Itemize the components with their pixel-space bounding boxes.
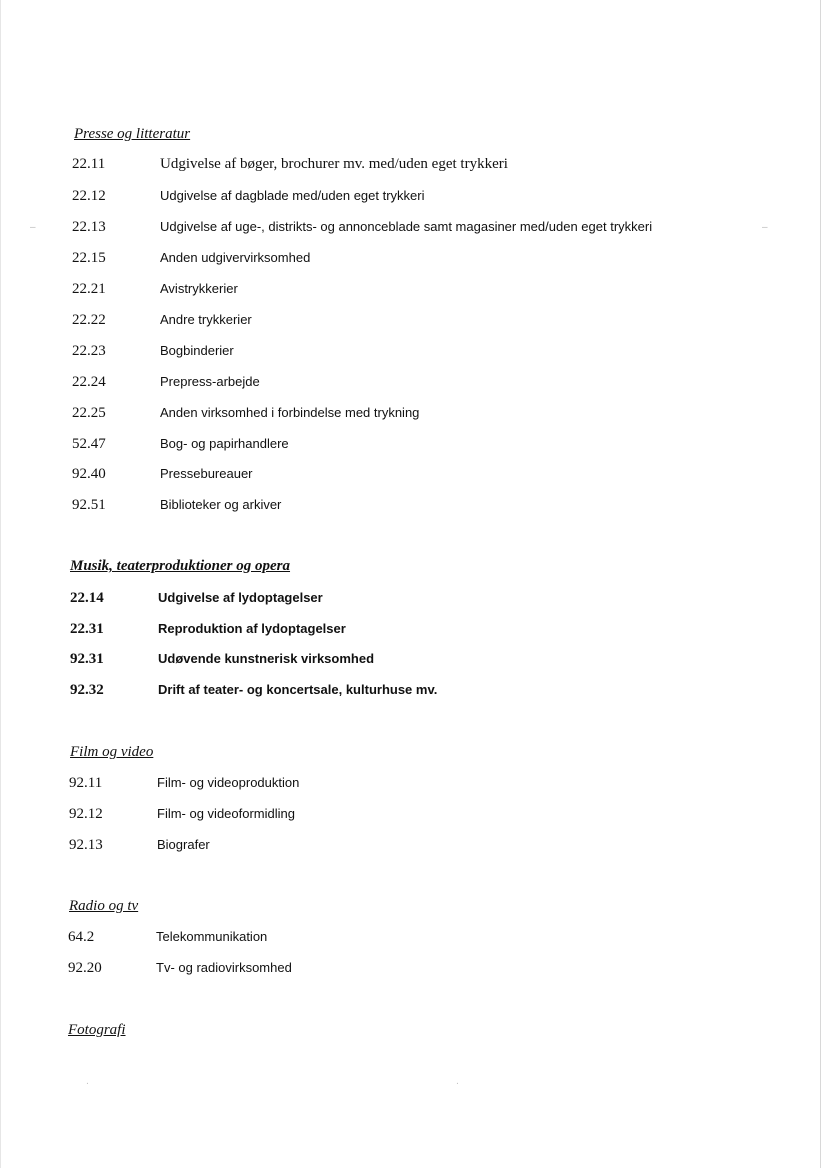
industry-description: Anden virksomhed i forbindelse med trykning bbox=[160, 405, 420, 420]
industry-code: 92.11 bbox=[69, 775, 103, 791]
industry-code: 22.21 bbox=[72, 281, 106, 297]
industry-description: Telekommunikation bbox=[156, 929, 268, 944]
industry-code: 92.12 bbox=[69, 806, 103, 822]
industry-code: 92.51 bbox=[72, 497, 106, 513]
industry-code: 22.14 bbox=[70, 590, 104, 606]
industry-description: Film- og videoproduktion bbox=[157, 775, 300, 790]
industry-code: 22.15 bbox=[72, 250, 106, 266]
industry-description: Prepress-arbejde bbox=[160, 374, 260, 389]
scan-speck: – bbox=[762, 222, 768, 233]
industry-code: 92.32 bbox=[70, 682, 104, 698]
industry-code: 22.13 bbox=[72, 219, 106, 235]
industry-code: 92.40 bbox=[72, 466, 106, 482]
industry-code: 22.24 bbox=[72, 374, 106, 390]
industry-code: 22.25 bbox=[72, 405, 106, 421]
industry-code: 22.11 bbox=[72, 156, 106, 172]
industry-code: 64.2 bbox=[68, 929, 95, 945]
page-edge-right bbox=[820, 0, 821, 1168]
industry-code: 92.20 bbox=[68, 960, 102, 976]
industry-description: Biblioteker og arkiver bbox=[160, 497, 282, 512]
page-edge-left bbox=[0, 0, 1, 1168]
scan-speck: ∙ bbox=[456, 1078, 459, 1089]
industry-code: 92.31 bbox=[70, 651, 104, 667]
section-title-presse: Presse og litteratur bbox=[74, 126, 191, 142]
industry-description: Avistrykkerier bbox=[160, 281, 238, 296]
industry-description: Udgivelse af uge-, distrikts- og annonceblade samt magasiner med/uden eget trykkeri bbox=[160, 219, 653, 234]
industry-code: 22.23 bbox=[72, 343, 106, 359]
industry-description: Reproduktion af lydoptagelser bbox=[158, 621, 346, 636]
industry-description: Udgivelse af bøger, brochurer mv. med/uden eget trykkeri bbox=[160, 156, 508, 172]
industry-description: Udøvende kunstnerisk virksomhed bbox=[158, 651, 375, 666]
industry-code: 22.31 bbox=[70, 621, 104, 637]
industry-description: Bogbinderier bbox=[160, 343, 234, 358]
scan-speck: – bbox=[30, 222, 36, 233]
industry-code: 22.22 bbox=[72, 312, 106, 328]
section-title-film: Film og video bbox=[70, 744, 154, 760]
industry-description: Biografer bbox=[157, 837, 210, 852]
scan-speck: ∙ bbox=[86, 1078, 89, 1089]
industry-code: 52.47 bbox=[72, 436, 106, 452]
industry-description: Udgivelse af dagblade med/uden eget trykkeri bbox=[160, 188, 425, 203]
industry-description: Pressebureauer bbox=[160, 466, 253, 481]
section-title-fotografi: Fotografi bbox=[68, 1022, 126, 1038]
industry-description: Drift af teater- og koncertsale, kulturhuse mv. bbox=[158, 682, 438, 697]
industry-description: Tv- og radiovirksomhed bbox=[156, 960, 292, 975]
industry-description: Andre trykkerier bbox=[160, 312, 252, 327]
industry-code: 22.12 bbox=[72, 188, 106, 204]
industry-description: Anden udgivervirksomhed bbox=[160, 250, 311, 265]
industry-code: 92.13 bbox=[69, 837, 103, 853]
industry-description: Bog- og papirhandlere bbox=[160, 436, 289, 451]
industry-description: Udgivelse af lydoptagelser bbox=[158, 590, 323, 605]
section-title-radio: Radio og tv bbox=[69, 898, 139, 914]
industry-description: Film- og videoformidling bbox=[157, 806, 295, 821]
section-title-musik: Musik, teaterproduktioner og opera bbox=[70, 558, 291, 574]
